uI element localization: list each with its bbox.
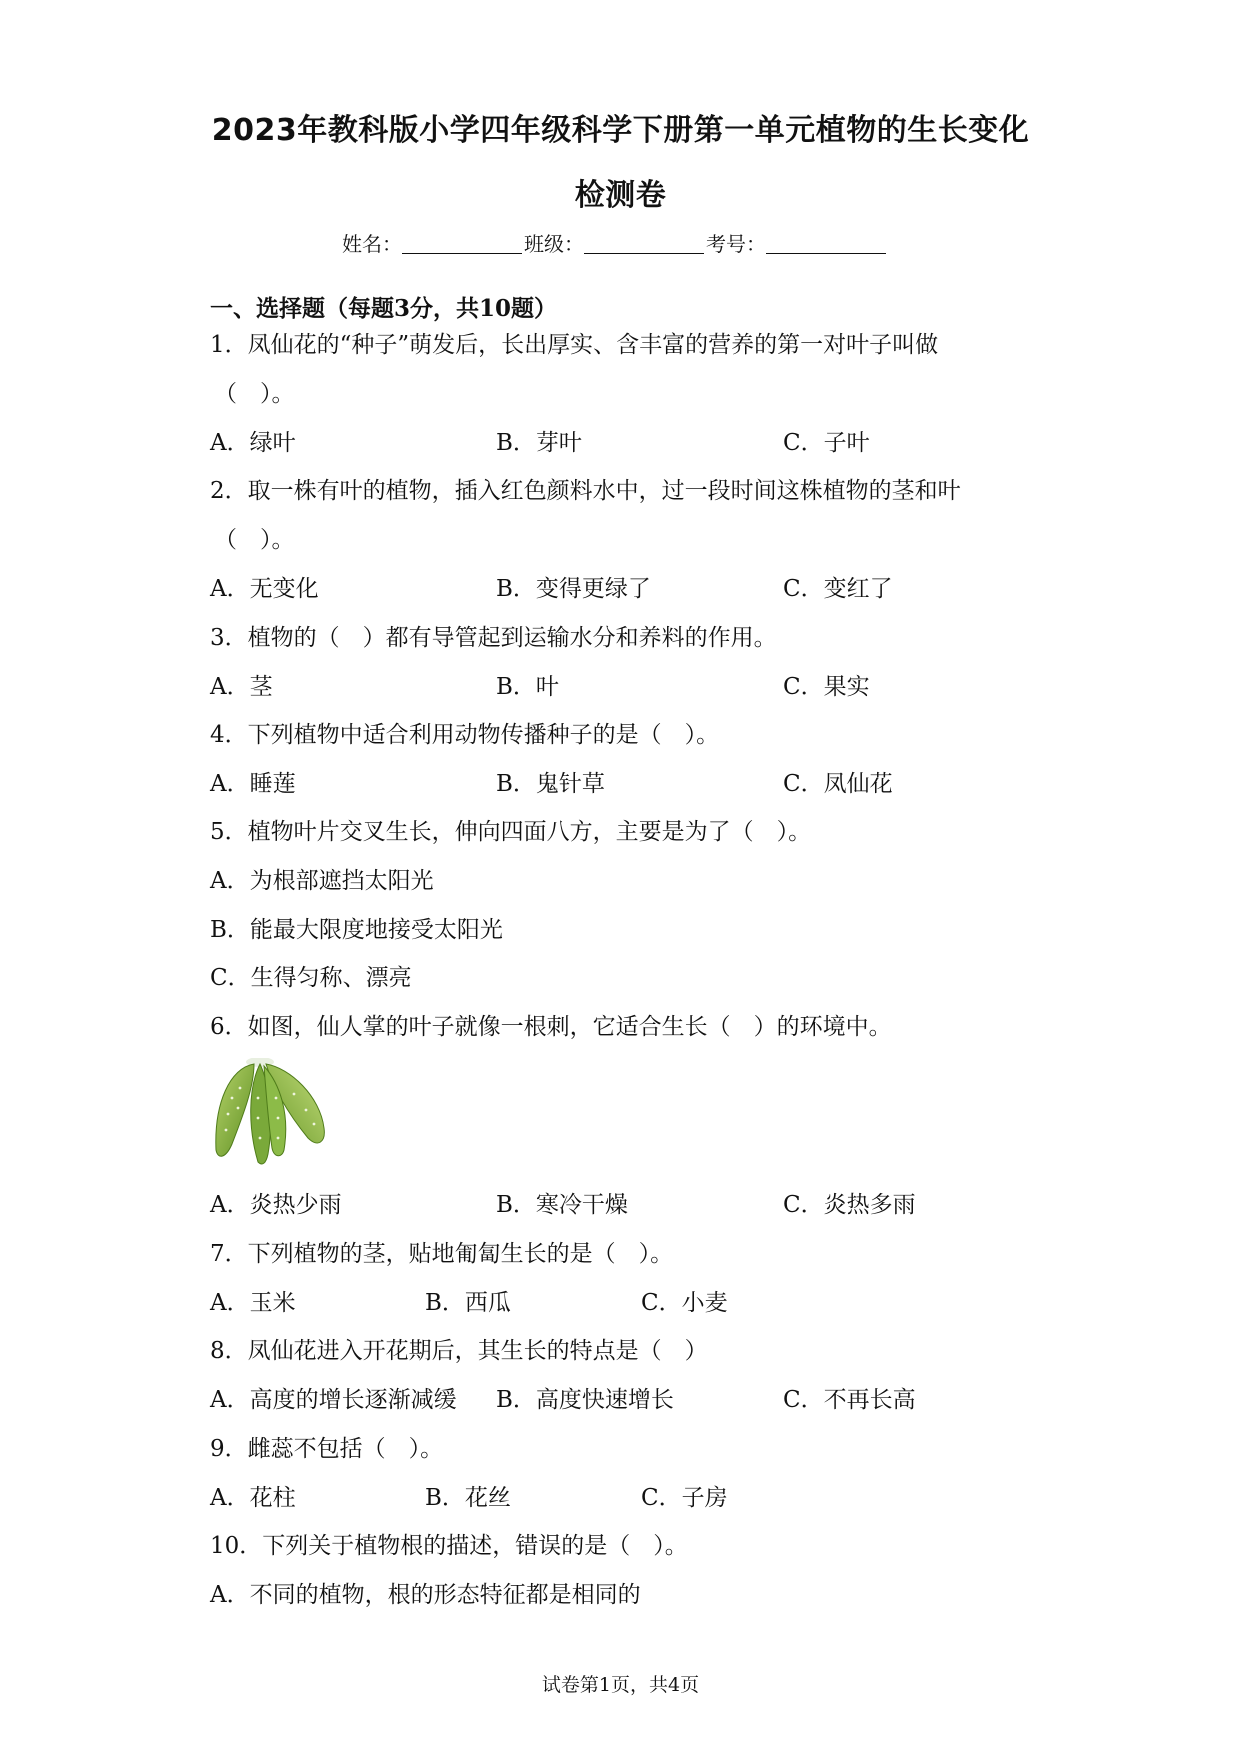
question-6-option-b: B．寒冷干燥: [496, 1192, 628, 1218]
exam-no-blank: [766, 233, 886, 254]
question-2-option-c: C．变红了: [783, 576, 893, 602]
question-2-option-a: A．无变化: [210, 576, 319, 602]
student-info-line: [342, 228, 888, 257]
question-10-option-a: A．不同的植物，根的形态特征都是相同的: [210, 1582, 641, 1608]
question-6-stem: 6．如图，仙人掌的叶子就像一根刺，它适合生长（ ）的环境中。: [210, 1014, 892, 1040]
question-8-option-b: B．高度快速增长: [496, 1387, 674, 1413]
question-3-option-c: C．果实: [783, 674, 870, 700]
question-1-stem-cont: （ ）。: [214, 381, 295, 407]
question-8-stem: 8．凤仙花进入开花期后，其生长的特点是（ ）: [210, 1338, 708, 1364]
question-5-option-a: A．为根部遮挡太阳光: [210, 868, 434, 894]
section-heading: 一、选择题（每题3分，共10题）: [210, 295, 558, 322]
question-4-option-a: A．睡莲: [210, 771, 296, 797]
question-3-option-b: B．叶: [496, 674, 559, 700]
question-8-option-c: C．不再长高: [783, 1387, 916, 1413]
question-3-stem: 3．植物的（ ）都有导管起到运输水分和养料的作用。: [210, 625, 777, 651]
question-6-option-c: C．炎热多雨: [783, 1192, 916, 1218]
question-9-stem: 9．雌蕊不包括（ ）。: [210, 1436, 444, 1462]
page-title-line1: 2023年教科版小学四年级科学下册第一单元植物的生长变化: [211, 113, 1030, 148]
question-4-option-c: C．凤仙花: [783, 771, 893, 797]
question-9-option-b: B．花丝: [425, 1485, 511, 1511]
question-2-stem-cont: （ ）。: [214, 527, 295, 553]
question-9-option-a: A．花柱: [210, 1485, 296, 1511]
question-10-stem: 10．下列关于植物根的描述，错误的是（ ）。: [210, 1533, 688, 1559]
question-7-stem: 7．下列植物的茎，贴地匍匐生长的是（ ）。: [210, 1241, 674, 1267]
question-2-option-b: B．变得更绿了: [496, 576, 651, 602]
class-blank: [584, 233, 704, 254]
class-label: 班级：: [524, 232, 584, 256]
question-5-option-b: B．能最大限度地接受太阳光: [210, 917, 503, 943]
question-1-stem: 1．凤仙花的“种子”萌发后，长出厚实、含丰富的营养的第一对叶子叫做: [210, 332, 939, 358]
question-8-option-a: A．高度的增长逐渐减缓: [210, 1387, 457, 1413]
question-7-option-b: B．西瓜: [425, 1290, 511, 1316]
page-footer: 试卷第1页，共4页: [541, 1674, 700, 1696]
question-4-stem: 4．下列植物中适合利用动物传播种子的是（ ）。: [210, 722, 720, 748]
question-7-option-c: C．小麦: [641, 1290, 728, 1316]
exam-no-label: 考号：: [706, 232, 766, 256]
question-9-option-c: C．子房: [641, 1485, 728, 1511]
name-label: 姓名：: [342, 232, 402, 256]
question-1-option-b: B．芽叶: [496, 430, 582, 456]
question-5-stem: 5．植物叶片交叉生长，伸向四面八方，主要是为了（ ）。: [210, 819, 812, 845]
question-6-option-a: A．炎热少雨: [210, 1192, 342, 1218]
question-5-option-c: C．生得匀称、漂亮: [210, 965, 412, 991]
question-3-option-a: A．茎: [210, 674, 273, 700]
page-title-line2: 检测卷: [574, 178, 667, 213]
name-blank: [402, 233, 522, 254]
question-2-stem: 2．取一株有叶的植物，插入红色颜料水中，过一段时间这株植物的茎和叶: [210, 478, 961, 504]
question-4-option-b: B．鬼针草: [496, 771, 605, 797]
question-1-option-c: C．子叶: [783, 430, 870, 456]
cactus-image: [210, 1058, 330, 1166]
question-1-option-a: A．绿叶: [210, 430, 296, 456]
question-7-option-a: A．玉米: [210, 1290, 296, 1316]
